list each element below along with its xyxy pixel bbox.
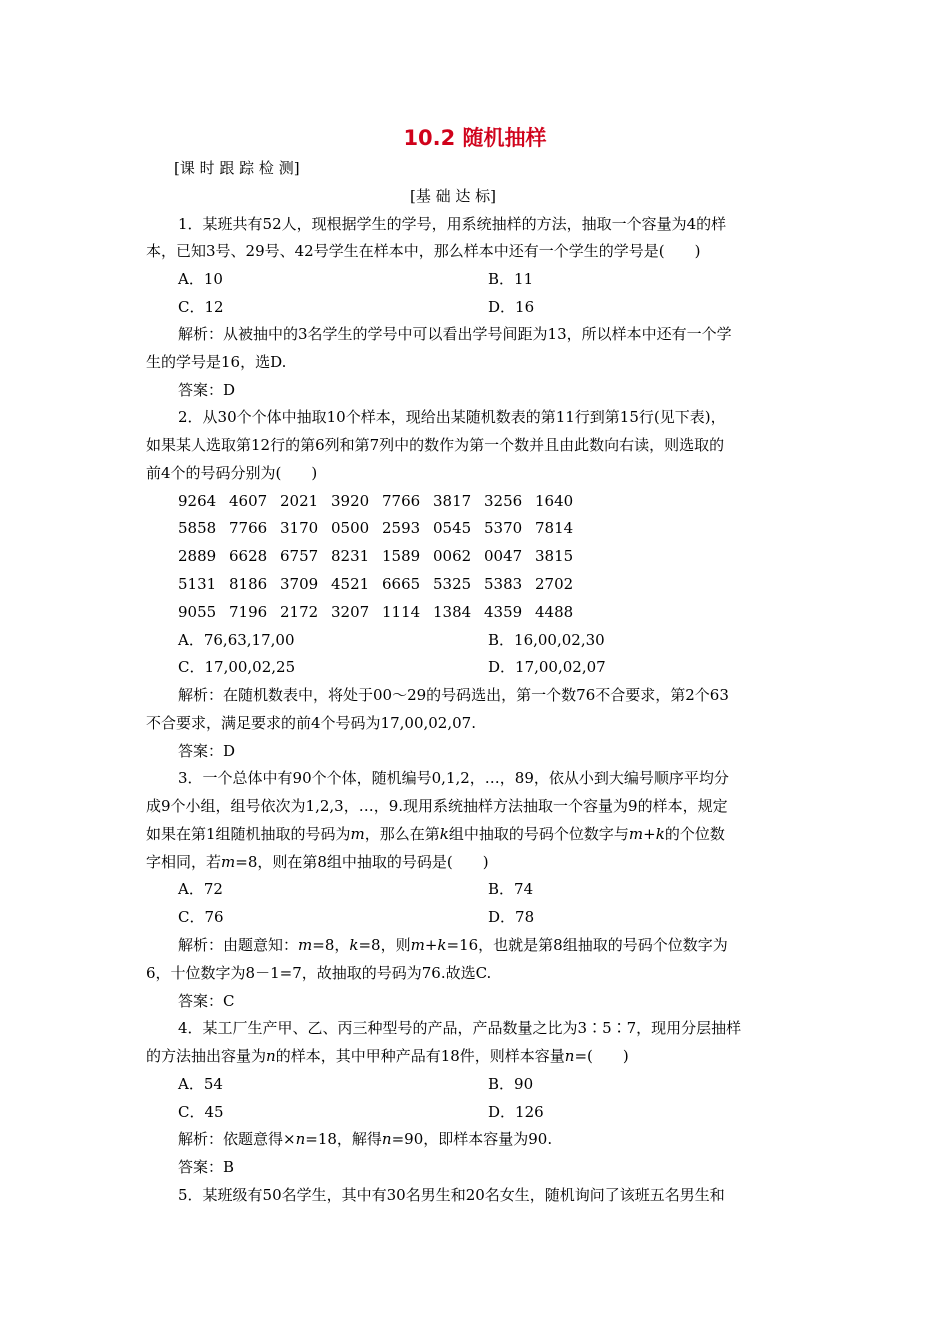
table-cell: 4521: [331, 575, 370, 593]
q2-stem-line3: 前4个的号码分别为( ): [146, 464, 318, 482]
text-span: =90，即样本容量为90.: [391, 1130, 553, 1148]
var-m: m: [221, 853, 236, 871]
page-title: 10.2 随机抽样: [403, 126, 547, 150]
q4-option-c: C．45: [178, 1103, 224, 1121]
subsection-header: [基 础 达 标]: [410, 187, 497, 205]
table-cell: 3920: [331, 492, 370, 510]
q2-answer: 答案：D: [178, 742, 236, 760]
text-span: +: [424, 936, 438, 954]
q3-option-a: A．72: [178, 880, 223, 898]
table-cell: 7766: [229, 519, 268, 537]
table-cell: 6665: [382, 575, 421, 593]
q4-option-d: D．126: [488, 1103, 544, 1121]
var-m: m: [350, 825, 365, 843]
q3-option-d: D．78: [488, 908, 535, 926]
table-row: [178, 546, 586, 566]
table-cell: 5325: [433, 575, 472, 593]
table-cell: 0062: [433, 547, 472, 565]
table-cell: 1384: [433, 603, 472, 621]
q1-analysis-line2: 生的学号是16，选D.: [146, 353, 287, 371]
q4-answer: 答案：B: [178, 1158, 235, 1176]
q3-answer: 答案：C: [178, 992, 235, 1010]
table-cell: 5131: [178, 575, 217, 593]
text-span: =16，也就是第8组抽取的号码个位数字为: [446, 936, 728, 954]
var-n: n: [266, 1047, 276, 1065]
table-cell: 4488: [535, 603, 574, 621]
text-span: 的个位数: [664, 825, 725, 843]
text-span: =8，: [312, 936, 350, 954]
q4-option-a: A．54: [178, 1075, 223, 1093]
table-cell: 4359: [484, 603, 523, 621]
q4-option-b: B．90: [488, 1075, 534, 1093]
table-cell: 7196: [229, 603, 268, 621]
q2-analysis-line2: 不合要求，满足要求的前4个号码为17,00,02,07.: [146, 714, 476, 732]
table-cell: 2702: [535, 575, 574, 593]
table-cell: 4607: [229, 492, 268, 510]
table-cell: 2021: [280, 492, 319, 510]
q1-stem-line2: 本，已知3号、29号、42号学生在样本中，那么样本中还有一个学生的学号是( ): [146, 242, 701, 260]
table-cell: 6628: [229, 547, 268, 565]
var-k: k: [655, 825, 665, 843]
q1-analysis-line1: 解析：从被抽中的3名学生的学号中可以看出学号间距为13，所以样本中还有一个学: [178, 325, 732, 343]
table-cell: 3207: [331, 603, 370, 621]
table-cell: 9264: [178, 492, 217, 510]
q2-option-b: B．16,00,02,30: [488, 631, 605, 649]
text-span: +: [643, 825, 656, 843]
q4-stem-line2: [146, 1046, 629, 1066]
table-row: [178, 602, 586, 622]
q3-option-c: C．76: [178, 908, 224, 926]
table-cell: 0500: [331, 519, 370, 537]
q1-option-c: C．12: [178, 298, 224, 316]
q3-stem-line2: 成9个小组，组号依次为1,2,3，…，9.现用系统抽样方法抽取一个容量为9的样本，规定: [146, 797, 728, 815]
text-span: =18，解得: [305, 1130, 382, 1148]
q3-analysis-line1: [178, 935, 728, 955]
var-k: k: [349, 936, 359, 954]
table-cell: 1589: [382, 547, 421, 565]
table-row: [178, 491, 586, 511]
table-cell: 5370: [484, 519, 523, 537]
var-n: n: [295, 1130, 306, 1148]
q1-option-a: A．10: [178, 270, 223, 288]
table-cell: 2593: [382, 519, 421, 537]
q5-stem-line1: 5．某班级有50名学生，其中有30名男生和20名女生，随机询问了该班五名男生和: [178, 1186, 725, 1204]
q2-stem-line2: 如果某人选取第12行的第6列和第7列中的数作为第一个数并且由此数向右读，则选取的: [146, 436, 725, 454]
text-span: ，那么在第: [364, 825, 440, 843]
table-cell: 3709: [280, 575, 319, 593]
table-cell: 3256: [484, 492, 523, 510]
q3-option-b: B．74: [488, 880, 534, 898]
q4-analysis: [178, 1129, 552, 1149]
var-m: m: [298, 936, 313, 954]
table-cell: 2889: [178, 547, 217, 565]
table-cell: 2172: [280, 603, 319, 621]
q1-answer: 答案：D: [178, 381, 236, 399]
var-m: m: [628, 825, 644, 843]
text-span: 如果在第1组随机抽取的号码为: [146, 825, 351, 843]
table-cell: 7814: [535, 519, 574, 537]
var-k: k: [437, 936, 447, 954]
text-span: 解析：依题意得×: [178, 1130, 296, 1148]
q3-analysis-line2: 6，十位数字为8－1=7，故抽取的号码为76.故选C.: [146, 964, 492, 982]
table-cell: 8186: [229, 575, 268, 593]
table-cell: 1640: [535, 492, 574, 510]
table-cell: 0545: [433, 519, 472, 537]
table-cell: 7766: [382, 492, 421, 510]
table-cell: 1114: [382, 603, 421, 621]
text-span: 解析：由题意知：: [178, 936, 299, 954]
table-cell: 8231: [331, 547, 370, 565]
table-cell: 0047: [484, 547, 523, 565]
q3-stem-line4: [146, 852, 489, 872]
q2-option-a: A．76,63,17,00: [178, 631, 295, 649]
q2-option-d: D．17,00,02,07: [488, 658, 606, 676]
text-span: =8，则: [358, 936, 411, 954]
q4-stem-line1: 4．某工厂生产甲、乙、丙三种型号的产品，产品数量之比为3∶5∶7，现用分层抽样: [178, 1019, 742, 1037]
q2-stem-line1: 2．从30个个体中抽取10个样本，现给出某随机数表的第11行到第15行(见下表)，: [178, 408, 726, 426]
table-row: [178, 574, 586, 594]
text-span: 字相同，若: [146, 853, 222, 871]
text-span: 组中抽取的号码个位数字与: [448, 825, 629, 843]
table-cell: 5383: [484, 575, 523, 593]
q2-analysis-line1: 解析：在随机数表中，将处于00～29的号码选出，第一个数76不合要求，第2个63: [178, 686, 729, 704]
var-m: m: [410, 936, 425, 954]
q1-option-d: D．16: [488, 298, 535, 316]
q2-option-c: C．17,00,02,25: [178, 658, 296, 676]
var-k: k: [439, 825, 449, 843]
var-n: n: [381, 1130, 392, 1148]
text-span: =( ): [574, 1047, 629, 1065]
table-cell: 3170: [280, 519, 319, 537]
q3-stem-line1: 3．一个总体中有90个个体，随机编号0,1,2，…，89，依从小到大编号顺序平均分: [178, 769, 729, 787]
q1-option-b: B．11: [488, 270, 534, 288]
text-span: 的样本，其中甲种产品有18件，则样本容量: [275, 1047, 565, 1065]
table-cell: 3817: [433, 492, 472, 510]
table-cell: 6757: [280, 547, 319, 565]
q1-stem-line1: 1．某班共有52人，现根据学生的学号，用系统抽样的方法，抽取一个容量为4的样: [178, 215, 727, 233]
section-header: [课 时 跟 踪 检 测]: [174, 159, 300, 177]
table-cell: 3815: [535, 547, 574, 565]
table-cell: 9055: [178, 603, 217, 621]
text-span: =8，则在第8组中抽取的号码是( ): [235, 853, 489, 871]
q3-stem-line3: [146, 824, 725, 844]
table-cell: 5858: [178, 519, 217, 537]
table-row: [178, 518, 586, 538]
var-n: n: [564, 1047, 575, 1065]
text-span: 的方法抽出容量为: [146, 1047, 267, 1065]
